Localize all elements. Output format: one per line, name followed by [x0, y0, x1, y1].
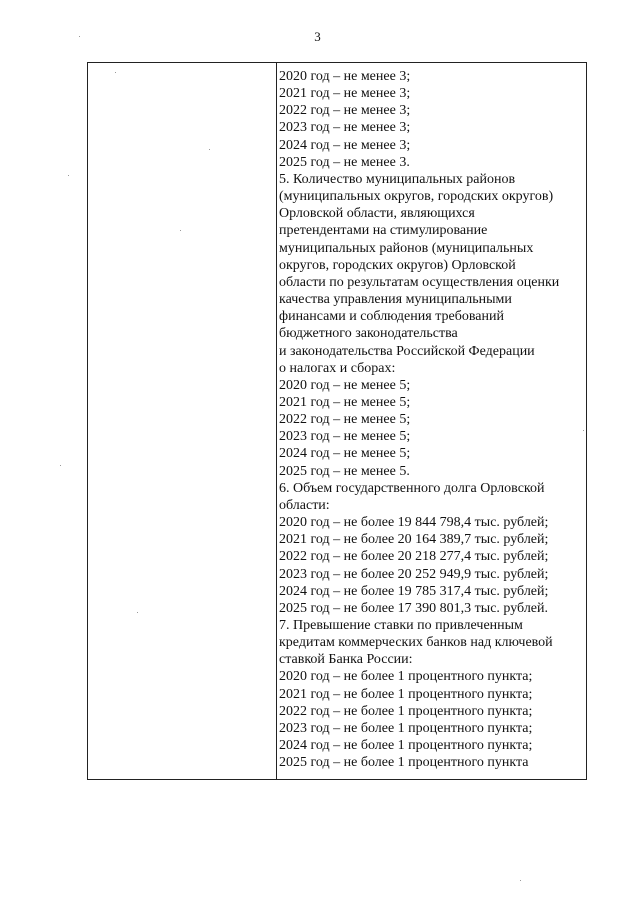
table-text-line: претендентами на стимулирование [279, 223, 488, 239]
scan-speck [137, 612, 138, 613]
table-text-line: 2021 год – не более 1 процентного пункта; [279, 686, 533, 702]
table-text-line: кредитам коммерческих банков над ключевой [279, 635, 553, 651]
table-text-line: 2021 год – не менее 3; [279, 86, 411, 102]
table-text-line: 2024 год – не более 19 785 317,4 тыс. рублей; [279, 583, 549, 599]
table-text-line: 2020 год – не менее 5; [279, 377, 411, 393]
left-table-cell [88, 63, 277, 779]
table-text-line: 2025 год – не менее 3. [279, 154, 410, 170]
table-text-line: 2020 год – не более 19 844 798,4 тыс. рублей; [279, 515, 549, 531]
table-text-line: 2023 год – не более 20 252 949,9 тыс. рублей; [279, 566, 549, 582]
table-text-line: финансами и соблюдения требований [279, 309, 504, 325]
table-text-line: качества управления муниципальными [279, 292, 512, 308]
right-table-cell [278, 68, 586, 771]
scan-speck [520, 880, 521, 881]
table-text-line: 2022 год – не более 1 процентного пункта; [279, 703, 533, 719]
table-text-line: ставкой Банка России: [279, 652, 413, 668]
scan-speck [115, 72, 116, 73]
table-text-line: 6. Объем государственного долга Орловской [279, 480, 545, 496]
table-text-line: 2025 год – не более 17 390 801,3 тыс. рублей. [279, 600, 549, 616]
table-text-line: и законодательства Российской Федерации [279, 343, 535, 359]
scan-speck [68, 175, 69, 176]
table-text-line: 2020 год – не более 1 процентного пункта; [279, 669, 533, 685]
table-text-line: 2025 год – не менее 5. [279, 463, 410, 479]
table-text-line: муниципальных районов (муниципальных [279, 240, 534, 256]
table-text-line: 2023 год – не менее 5; [279, 429, 411, 445]
table-text-line: 2021 год – не менее 5; [279, 394, 411, 410]
scan-speck [60, 465, 61, 466]
table-text-line: 2025 год – не более 1 процентного пункта [279, 755, 529, 771]
table-text-line: о налогах и сборах: [279, 360, 396, 376]
table-text-line: Орловской области, являющихся [279, 206, 475, 222]
scan-speck [79, 36, 80, 37]
table-text-line: 2022 год – не более 20 218 277,4 тыс. рублей; [279, 549, 549, 565]
table-text-line: 2021 год – не более 20 164 389,7 тыс. рублей; [279, 532, 549, 548]
scan-speck [180, 230, 181, 231]
scan-speck [583, 430, 584, 431]
table-text-line: 2024 год – не менее 3; [279, 137, 411, 153]
table-text-line: (муниципальных округов, городских округов) [279, 189, 554, 205]
table-text-line: области: [279, 497, 330, 513]
document-table [87, 62, 587, 780]
table-text-line: 5. Количество муниципальных районов [279, 171, 516, 187]
scan-speck [209, 149, 210, 150]
table-text-line: области по результатам осуществления оценки [279, 274, 560, 290]
table-text-line: 2024 год – не более 1 процентного пункта; [279, 738, 533, 754]
table-text-line: 7. Превышение ставки по привлеченным [279, 618, 523, 633]
page-number: 3 [314, 29, 321, 44]
table-text-line: 2020 год – не менее 3; [279, 69, 411, 84]
table-text-line: 2022 год – не менее 5; [279, 412, 411, 428]
table-text-line: 2024 год – не менее 5; [279, 446, 411, 462]
table-text-line: 2022 год – не менее 3; [279, 103, 411, 119]
table-text-line: 2023 год – не менее 3; [279, 120, 411, 136]
table-text-line: округов, городских округов) Орловской [279, 257, 516, 273]
table-text-line: бюджетного законодательства [279, 326, 458, 342]
table-text-line: 2023 год – не более 1 процентного пункта; [279, 720, 533, 736]
